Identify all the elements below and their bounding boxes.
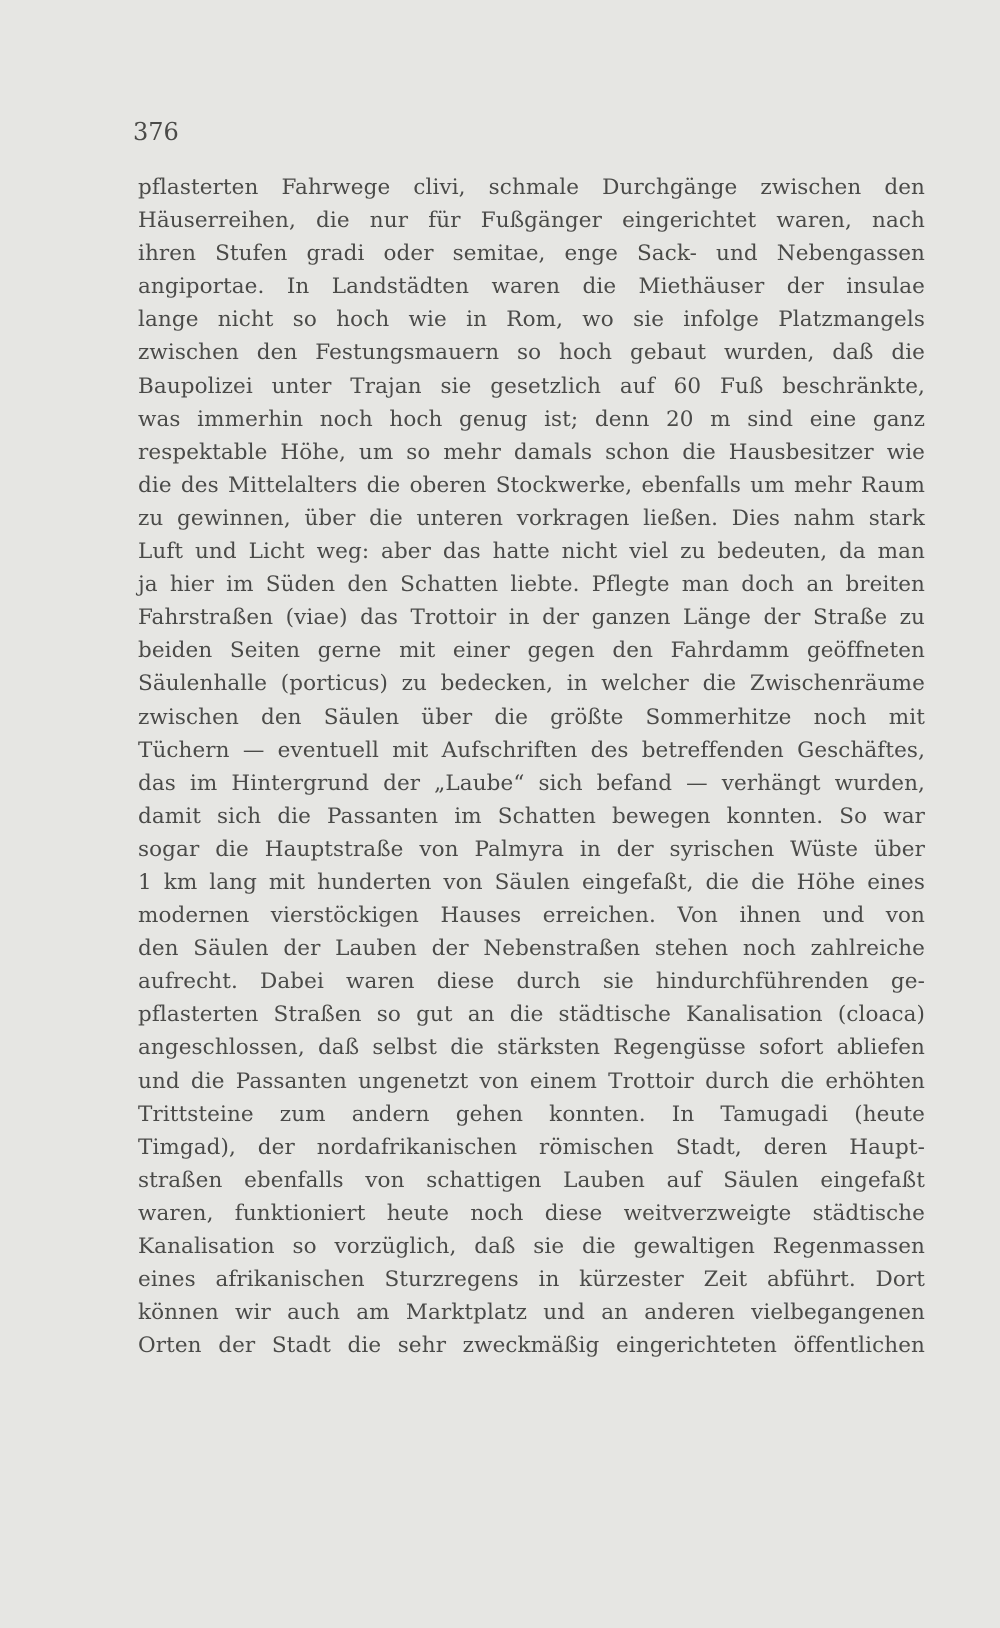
text-line: aufrecht. Dabei waren diese durch sie hindurchführenden ge- <box>138 969 925 995</box>
page-number: 376 <box>133 118 179 146</box>
body-text <box>138 171 925 1362</box>
text-line: Trittsteine zum andern gehen konnten. In Tamugadi (heute <box>138 1101 925 1127</box>
text-line: Häuserreihen, die nur für Fußgänger eingerichtet waren, nach <box>138 208 925 234</box>
text-line: Säulenhalle (porticus) zu bedecken, in welcher die Zwischenräume <box>138 671 925 697</box>
text-line: sogar die Hauptstraße von Palmyra in der syrischen Wüste über <box>138 836 925 862</box>
text-line: zwischen den Säulen über die größte Sommerhitze noch mit <box>138 704 925 730</box>
text-line: pflasterten Straßen so gut an die städtische Kanalisation (cloaca) <box>138 1002 925 1028</box>
text-line: 1 km lang mit hunderten von Säulen eingefaßt, die die Höhe eines <box>138 869 925 895</box>
text-line: was immerhin noch hoch genug ist; denn 20 m sind eine ganz <box>138 406 925 432</box>
text-line: Fahrstraßen (viae) das Trottoir in der ganzen Länge der Straße zu <box>138 605 925 631</box>
text-line: Tüchern — eventuell mit Aufschriften des betreffenden Geschäftes, <box>138 737 925 763</box>
text-line: Baupolizei unter Trajan sie gesetzlich auf 60 Fuß beschränkte, <box>138 373 925 399</box>
text-line: angeschlossen, daß selbst die stärksten Regengüsse sofort abliefen <box>138 1035 925 1061</box>
text-line: ihren Stufen gradi oder semitae, enge Sack- und Nebengassen <box>138 241 925 267</box>
text-line: beiden Seiten gerne mit einer gegen den Fahrdamm geöffneten <box>138 638 925 664</box>
text-line: Timgad), der nordafrikanischen römischen Stadt, deren Haupt- <box>138 1134 925 1160</box>
text-line: pflasterten Fahrwege clivi, schmale Durchgänge zwischen den <box>138 175 925 200</box>
text-line: und die Passanten ungenetzt von einem Trottoir durch die erhöhten <box>138 1068 925 1094</box>
text-line: Orten der Stadt die sehr zweckmäßig eingerichteten öffentlichen <box>138 1333 925 1359</box>
text-line: damit sich die Passanten im Schatten bewegen konnten. So war <box>138 803 925 829</box>
text-line: können wir auch am Marktplatz und an anderen vielbegangenen <box>138 1300 925 1326</box>
text-line: straßen ebenfalls von schattigen Lauben auf Säulen eingefaßt <box>138 1167 925 1193</box>
text-line: eines afrikanischen Sturzregens in kürzester Zeit abführt. Dort <box>138 1267 925 1293</box>
text-line: zu gewinnen, über die unteren vorkragen ließen. Dies nahm stark <box>138 505 925 531</box>
text-line: respektable Höhe, um so mehr damals schon die Hausbesitzer wie <box>138 439 925 465</box>
text-line: Luft und Licht weg: aber das hatte nicht viel zu bedeuten, da man <box>138 539 925 565</box>
text-line: den Säulen der Lauben der Nebenstraßen stehen noch zahlreiche <box>138 936 925 962</box>
text-line: modernen vierstöckigen Hauses erreichen. Von ihnen und von <box>138 903 925 929</box>
text-line: ja hier im Süden den Schatten liebte. Pflegte man doch an breiten <box>138 572 925 598</box>
text-line: lange nicht so hoch wie in Rom, wo sie infolge Platzmangels <box>138 307 925 333</box>
text-line: waren, funktioniert heute noch diese weitverzweigte städtische <box>138 1200 925 1226</box>
text-line: Kanalisation so vorzüglich, daß sie die gewaltigen Regenmassen <box>138 1234 925 1259</box>
text-line: angiportae. In Landstädten waren die Miethäuser der insulae <box>138 274 925 300</box>
text-line: die des Mittelalters die oberen Stockwerke, ebenfalls um mehr Raum <box>138 472 925 498</box>
text-line: zwischen den Festungsmauern so hoch gebaut wurden, daß die <box>138 340 925 366</box>
text-line: das im Hintergrund der „Laube“ sich befand — verhängt wurden, <box>138 770 925 796</box>
